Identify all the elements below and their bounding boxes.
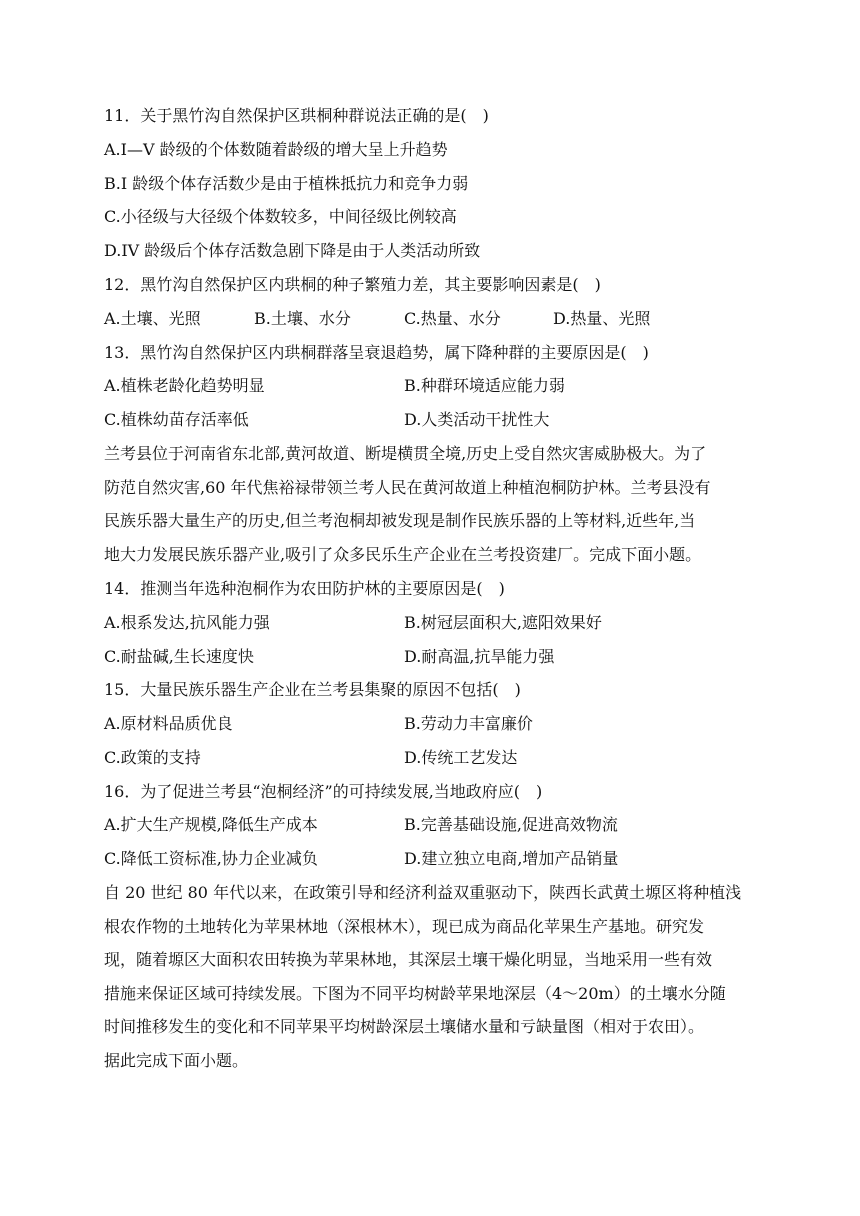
q11-stem: 11．关于黑竹沟自然保护区珙桐种群说法正确的是( )	[104, 106, 489, 125]
passage-changwu-line: 措施来保证区域可持续发展。下图为不同平均树龄苹果地深层（4～20m）的土壤水分随	[104, 983, 726, 1003]
q13-option-b: B.种群环境适应能力弱	[404, 376, 565, 395]
passage-changwu-line: 自 20 世纪 80 年代以来，在政策引导和经济利益双重驱动下，陕西长武黄土塬区将种植浅	[104, 883, 742, 902]
q11-option-c: C.小径级与大径级个体数较多，中间径级比例较高	[104, 207, 457, 226]
q16-option-a: A.扩大生产规模,降低生产成本	[104, 815, 318, 834]
q16-option-b: B.完善基础设施,促进高效物流	[404, 815, 618, 834]
q16-stem: 16．为了促进兰考县“泡桐经济”的可持续发展,当地政府应( )	[104, 782, 543, 801]
q13-option-c: C.植株幼苗存活率低	[104, 410, 249, 429]
passage-lankao-line: 兰考县位于河南省东北部,黄河故道、断堤横贯全境,历史上受自然灾害威胁极大。为了	[104, 444, 707, 463]
q15-option-d: D.传统工艺发达	[404, 748, 518, 767]
q16-option-d: D.建立独立电商,增加产品销量	[404, 849, 619, 868]
q12-option-b: B.土壤、水分	[254, 309, 351, 328]
passage-lankao	[104, 437, 756, 571]
q16-option-c: C.降低工资标准,协力企业减负	[104, 849, 318, 868]
passage-changwu-line: 现，随着塬区大面积农田转换为苹果林地，其深层土壤干燥化明显，当地采用一些有效	[104, 950, 713, 969]
q11-option-a: A.I—V 龄级的个体数随着龄级的增大呈上升趋势	[104, 140, 448, 159]
q12-option-d: D.热量、光照	[553, 309, 651, 328]
q12-stem: 12．黑竹沟自然保护区内珙桐的种子繁殖力差，其主要影响因素是( )	[104, 275, 601, 294]
passage-changwu	[104, 876, 756, 1077]
q14-option-b: B.树冠层面积大,遮阳效果好	[404, 613, 602, 632]
passage-changwu-line: 根农作物的土地转化为苹果林地（深根林木），现已成为商品化苹果生产基地。研究发	[104, 916, 705, 936]
passage-lankao-line: 地大力发展民族乐器产业,吸引了众多民乐生产企业在兰考投资建厂。完成下面小题。	[104, 544, 702, 564]
q15-stem: 15．大量民族乐器生产企业在兰考县集聚的原因不包括( )	[104, 680, 521, 699]
passage-lankao-line: 防范自然灾害,60 年代焦裕禄带领兰考人民在黄河故道上种植泡桐防护林。兰考县没有	[104, 477, 711, 497]
passage-lankao-line: 民族乐器大量生产的历史,但兰考泡桐却被发现是制作民族乐器的上等材料,近些年,当	[104, 511, 696, 530]
passage-changwu-line: 据此完成下面小题。	[104, 1050, 249, 1070]
q13-stem: 13．黑竹沟自然保护区内珙桐群落呈衰退趋势，属下降种群的主要原因是( )	[104, 343, 649, 362]
q13-option-d: D.人类活动干扰性大	[404, 410, 550, 429]
q14-option-a: A.根系发达,抗风能力强	[104, 613, 270, 632]
q11-option-b: B.I 龄级个体存活数少是由于植株抵抗力和竞争力弱	[104, 174, 469, 193]
q11-option-d: D.IV 龄级后个体存活数急剧下降是由于人类活动所致	[104, 241, 481, 260]
q15-option-b: B.劳动力丰富廉价	[404, 714, 533, 733]
q12-option-c: C.热量、水分	[404, 309, 501, 328]
passage-changwu-line: 时间推移发生的变化和不同苹果平均树龄深层土壤储水量和亏缺量图（相对于农田）。	[104, 1017, 705, 1036]
q14-option-d: D.耐高温,抗旱能力强	[404, 647, 555, 666]
q14-stem: 14．推测当年选种泡桐作为农田防护林的主要原因是( )	[104, 579, 505, 598]
q13-option-a: A.植株老龄化趋势明显	[104, 376, 265, 395]
q12-option-a: A.土壤、光照	[104, 309, 201, 328]
q15-option-c: C.政策的支持	[104, 748, 201, 767]
q14-option-c: C.耐盐碱,生长速度快	[104, 647, 254, 666]
q15-option-a: A.原材料品质优良	[104, 714, 233, 733]
